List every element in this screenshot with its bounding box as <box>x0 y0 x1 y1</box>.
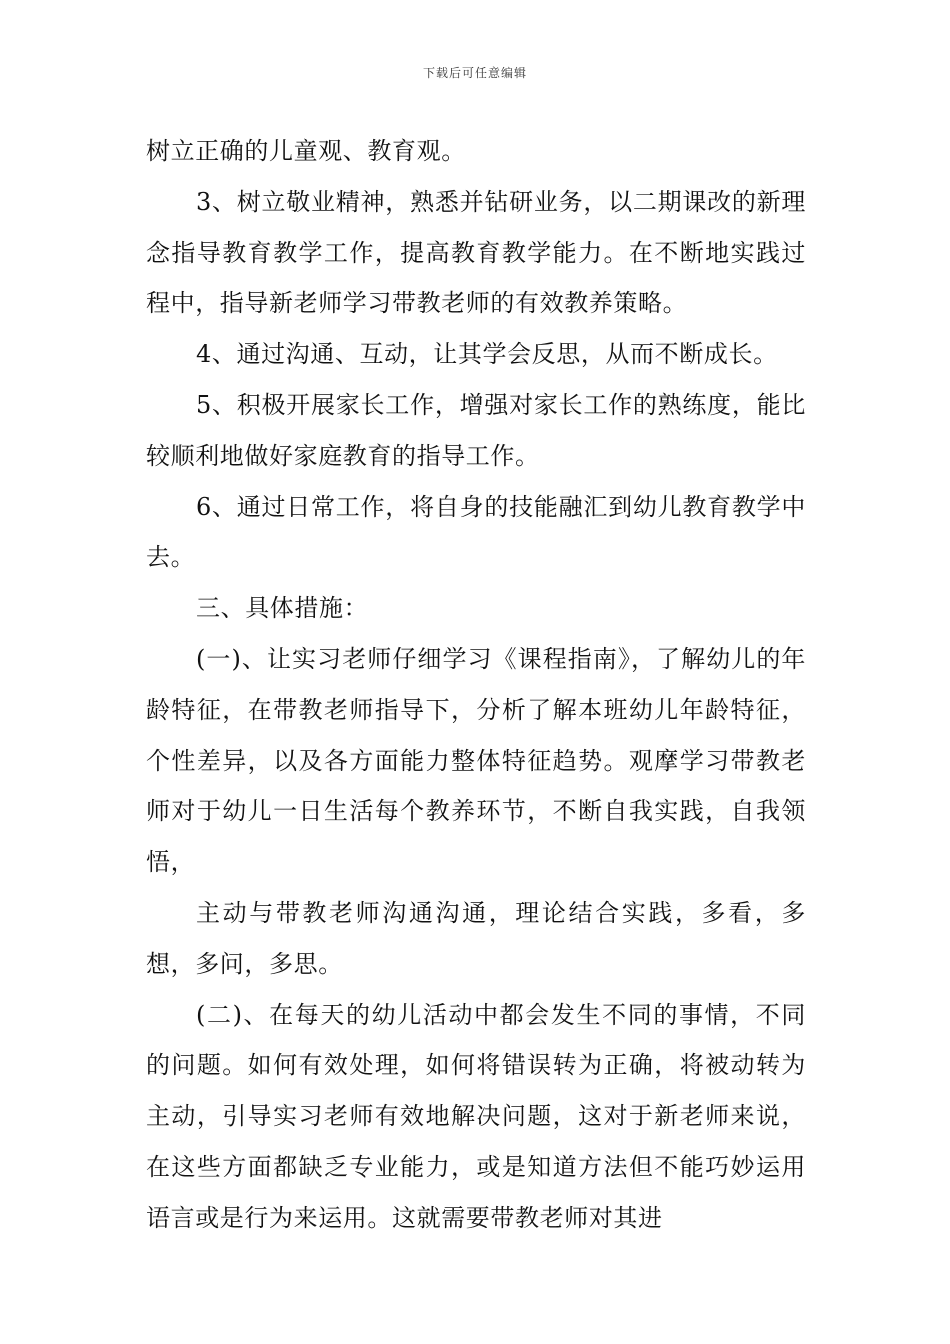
paragraph-8: 主动与带教老师沟通沟通，理论结合实践，多看，多想，多问，多思。 <box>146 898 806 978</box>
paragraph-2: 3、树立敬业精神，熟悉并钻研业务，以二期课改的新理念指导教育教学工作，提高教育教学能力。在不断地实践过程中，指导新老师学习带教老师的有效教养策略。 <box>146 187 806 318</box>
paragraph-4: 5、积极开展家长工作，增强对家长工作的熟练度，能比较顺利地做好家庭教育的指导工作。 <box>146 390 806 470</box>
paragraph-5: 6、通过日常工作，将自身的技能融汇到幼儿教育教学中去。 <box>146 492 806 572</box>
page-header: 下载后可任意编辑 <box>422 66 527 80</box>
paragraph-1: 树立正确的儿童观、教育观。 <box>146 137 466 165</box>
document-body <box>146 126 806 1244</box>
paragraph-9: (二)、在每天的幼儿活动中都会发生不同的事情，不同的问题。如何有效处理，如何将错误转为正确，将被动转为主动，引导实习老师有效地解决问题，这对于新老师来说，在这些方面都缺乏专业能力，或是知道方法但不能巧妙运用语言或是行为来运用。这就需要带教老师对其进 <box>146 1000 806 1232</box>
paragraph-7: (一)、让实习老师仔细学习《课程指南》，了解幼儿的年龄特征，在带教老师指导下，分析了解本班幼儿年龄特征，个性差异，以及各方面能力整体特征趋势。观摩学习带教老师对于幼儿一日生活每个教养环节，不断自我实践，自我领悟， <box>146 644 806 877</box>
paragraph-3: 4、通过沟通、互动，让其学会反思，从而不断成长。 <box>196 340 778 369</box>
section-heading-3: 三、具体措施： <box>196 594 369 623</box>
